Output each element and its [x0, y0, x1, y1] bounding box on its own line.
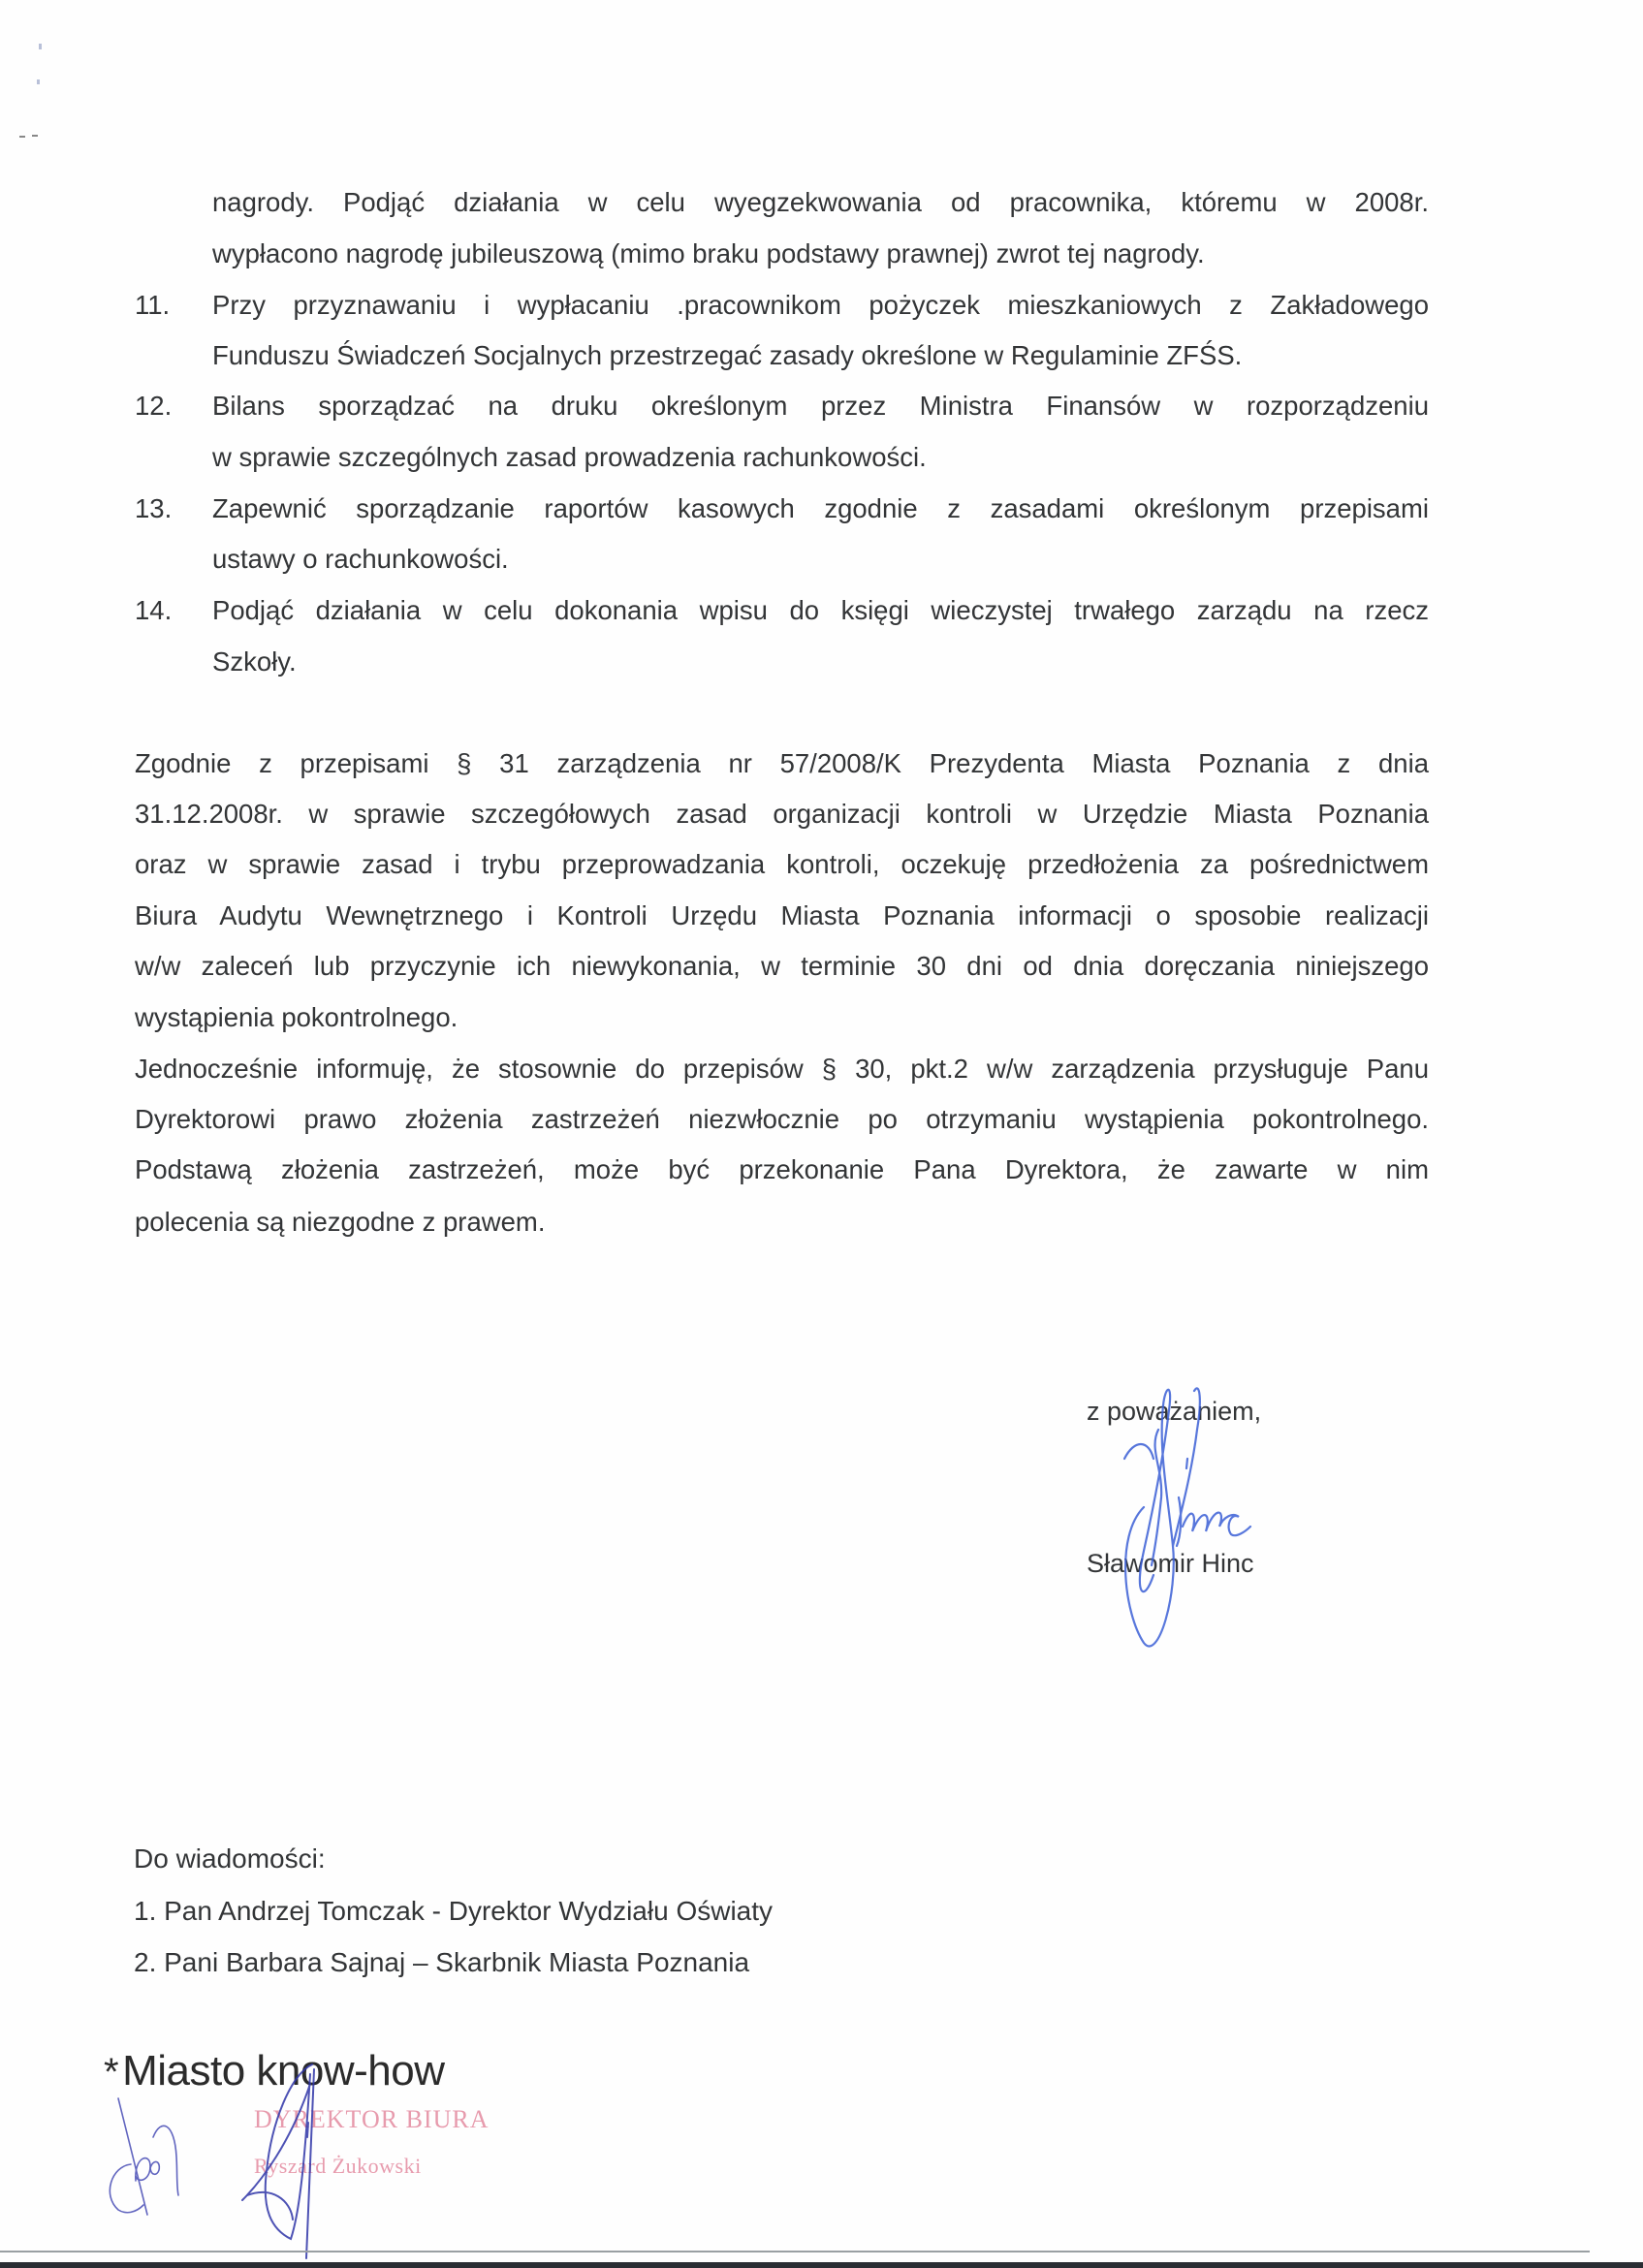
paragraph-line: 31.12.2008r. w sprawie szczegółowych zasad organizacji kontroli w Urzędzie Miasta Poznania — [135, 799, 1429, 829]
list-number: 13. — [135, 493, 173, 523]
official-stamp-name: Ryszard Żukowski — [254, 2154, 422, 2178]
paragraph-line: Zgodnie z przepisami § 31 zarządzenia nr 57/2008/K Prezydenta Miasta Poznania z dnia — [135, 748, 1429, 778]
cc-recipient: 1. Pan Andrzej Tomczak - Dyrektor Wydziału Oświaty — [134, 1896, 774, 1926]
brand-text: Miasto know-how — [122, 2047, 445, 2095]
paragraph-line: oraz w sprawie zasad i trybu przeprowadzania kontroli, oczekuję przedłożenia za pośrednictwem — [135, 849, 1429, 879]
paragraph-line: Podstawą złożenia zastrzeżeń, może być przekonanie Pana Dyrektora, że zawarte w nim — [135, 1154, 1429, 1184]
footer-divider — [0, 2251, 1590, 2252]
list-item-text: Przy przyznawaniu i wypłacaniu .pracownikom pożyczek mieszkaniowych z Zakładowego — [212, 290, 1429, 320]
list-item-text: Szkoły. — [212, 646, 297, 677]
scan-speck — [39, 44, 42, 49]
list-item-text: ustawy o rachunkowości. — [212, 544, 509, 574]
paragraph-line: Biura Audytu Wewnętrznego i Kontroli Urzędu Miasta Poznania informacji o sposobie realizacji — [135, 900, 1429, 930]
continuation-line: wypłacono nagrodę jubileuszową (mimo braku podstawy prawnej) zwrot tej nagrody. — [212, 238, 1205, 268]
closing-salutation: z poważaniem, — [1087, 1397, 1262, 1426]
cc-heading: Do wiadomości: — [134, 1843, 326, 1874]
scan-speck — [32, 135, 38, 137]
scan-speck — [19, 136, 25, 138]
asterisk-icon: * — [104, 2051, 119, 2094]
list-number: 11. — [135, 290, 171, 320]
scan-speck — [37, 79, 40, 84]
signatory-name: Sławomir Hinc — [1087, 1549, 1254, 1578]
paragraph-line: wystąpienia pokontrolnego. — [135, 1002, 458, 1032]
list-number: 12. — [135, 391, 173, 421]
list-number: 14. — [135, 595, 173, 625]
paragraph-line: polecenia są niezgodne z prawem. — [135, 1207, 546, 1237]
paragraph-line: Jednocześnie informuję, że stosownie do przepisów § 30, pkt.2 w/w zarządzenia przysługuje Panu — [135, 1054, 1429, 1084]
handwritten-signature-icon — [1105, 1381, 1280, 1653]
paragraph-line: Dyrektorowi prawo złożenia zastrzeżeń niezwłocznie po otrzymaniu wystąpienia pokontrolnego. — [135, 1104, 1429, 1134]
director-signature-icon — [233, 2064, 349, 2268]
scan-bottom-edge — [0, 2262, 1643, 2268]
list-item-text: w sprawie szczególnych zasad prowadzenia rachunkowości. — [212, 442, 927, 472]
list-item-text: Zapewnić sporządzanie raportów kasowych zgodnie z zasadami określonym przepisami — [212, 493, 1429, 523]
cc-recipient: 2. Pani Barbara Sajnaj – Skarbnik Miasta Poznania — [134, 1947, 750, 1977]
list-item-text: Bilans sporządzać na druku określonym przez Ministra Finansów w rozporządzeniu — [212, 391, 1429, 421]
list-item-text: Podjąć działania w celu dokonania wpisu do księgi wieczystej trwałego zarządu na rzecz — [212, 595, 1429, 625]
initials-signature-icon — [97, 2098, 213, 2244]
paragraph-line: w/w zaleceń lub przyczynie ich niewykonania, w terminie 30 dni od dnia doręczania niniejszego — [135, 951, 1429, 981]
list-item-text: Funduszu Świadczeń Socjalnych przestrzegać zasady określone w Regulaminie ZFŚS. — [212, 340, 1243, 370]
continuation-line: nagrody. Podjąć działania w celu wyegzekwowania od pracownika, któremu w 2008r. — [212, 187, 1429, 217]
official-stamp-title: DYREKTOR BIURA — [254, 2105, 490, 2133]
